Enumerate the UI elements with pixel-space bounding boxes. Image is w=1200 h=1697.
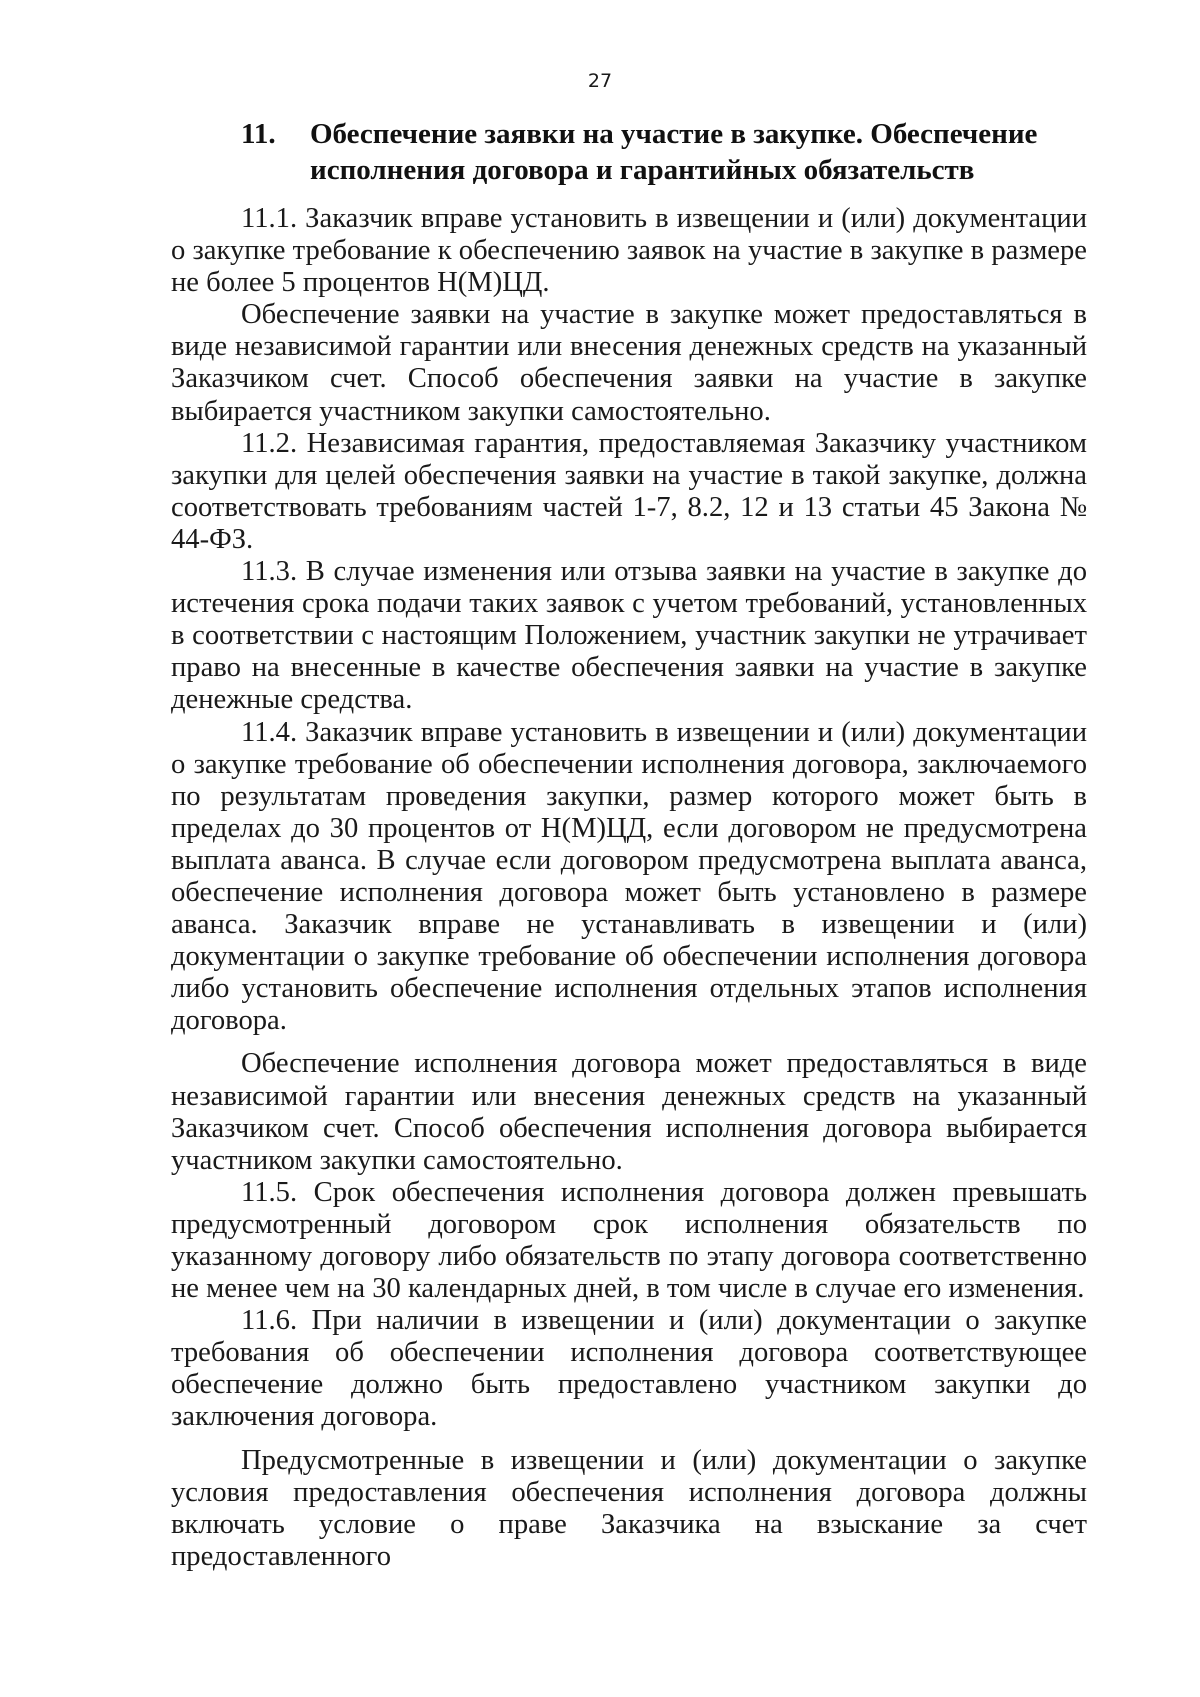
section-body — [171, 203, 1087, 1573]
paragraph-11-5: 11.5. Срок обеспечения исполнения договора должен превышать предусмотренный договором срок исполнения обязательств по указанному договору либо обязательств по этапу договора соответственно не менее чем на 30 календарных дней, в том числе в случае его изменения. — [171, 1176, 1087, 1305]
section-number: 11. — [241, 118, 276, 150]
paragraph-11-4-continued: Обеспечение исполнения договора может предоставляться в виде независимой гарантии или внесения денежных средств на указанный Заказчиком счет. Способ обеспечения исполнения договора выбирается участником закупки самостоятельно. — [171, 1048, 1087, 1176]
page-number: 27 — [587, 70, 613, 92]
paragraph-11-4: 11.4. Заказчик вправе установить в извещении и (или) документации о закупке требование об обеспечении исполнения договора, заключаемого по результатам проведения закупки, размер которого может быть в пределах до 30 процентов от Н(М)ЦД, если договором не предусмотрена выплата аванса. В случае если договором предусмотрена выплата аванса, обеспечение исполнения договора может быть установлено в размере аванса. Заказчик вправе не устанавливать в извещении и (или) документации о закупке требование об обеспечении исполнения договора либо установить обеспечение исполнения отдельных этапов исполнения договора. — [171, 716, 1087, 1037]
paragraph-11-3: 11.3. В случае изменения или отзыва заявки на участие в закупке до истечения срока подачи таких заявок с учетом требований, установленных в соответствии с настоящим Положением, участник закупки не утрачивает право на внесенные в качестве обеспечения заявки на участие в закупке денежные средства. — [171, 556, 1087, 716]
paragraph-11-6: 11.6. При наличии в извещении и (или) документации о закупке требования об обеспечении исполнения договора соответствующее обеспечение должно быть предоставлено участником закупки до заключения договора. — [171, 1305, 1087, 1433]
paragraph-11-2: 11.2. Независимая гарантия, предоставляемая Заказчику участником закупки для целей обеспечения заявки на участие в такой закупке, должна соответствовать требованиям частей 1-7, 8.2, 12 и 13 статьи 45 Закона № 44-ФЗ. — [171, 427, 1087, 555]
paragraph-11-1: 11.1. Заказчик вправе установить в извещении и (или) документации о закупке требование к обеспечению заявок на участие в закупке в размере не более 5 процентов Н(М)ЦД. — [171, 203, 1087, 299]
section-title-line-2: исполнения договора и гарантийных обязательств — [310, 154, 975, 186]
section-title-line-1: Обеспечение заявки на участие в закупке. Обеспечение — [310, 118, 1038, 150]
paragraph-11-1-continued: Обеспечение заявки на участие в закупке может предоставляться в виде независимой гарантии или внесения денежных средств на указанный Заказчиком счет. Способ обеспечения заявки на участие в закупке выбирается участником закупки самостоятельно. — [171, 299, 1087, 427]
paragraph-11-6-continued: Предусмотренные в извещении и (или) документации о закупке условия предоставления обеспечения исполнения договора должны включать условие о праве Заказчика на взыскание за счет предоставленного — [171, 1444, 1087, 1572]
